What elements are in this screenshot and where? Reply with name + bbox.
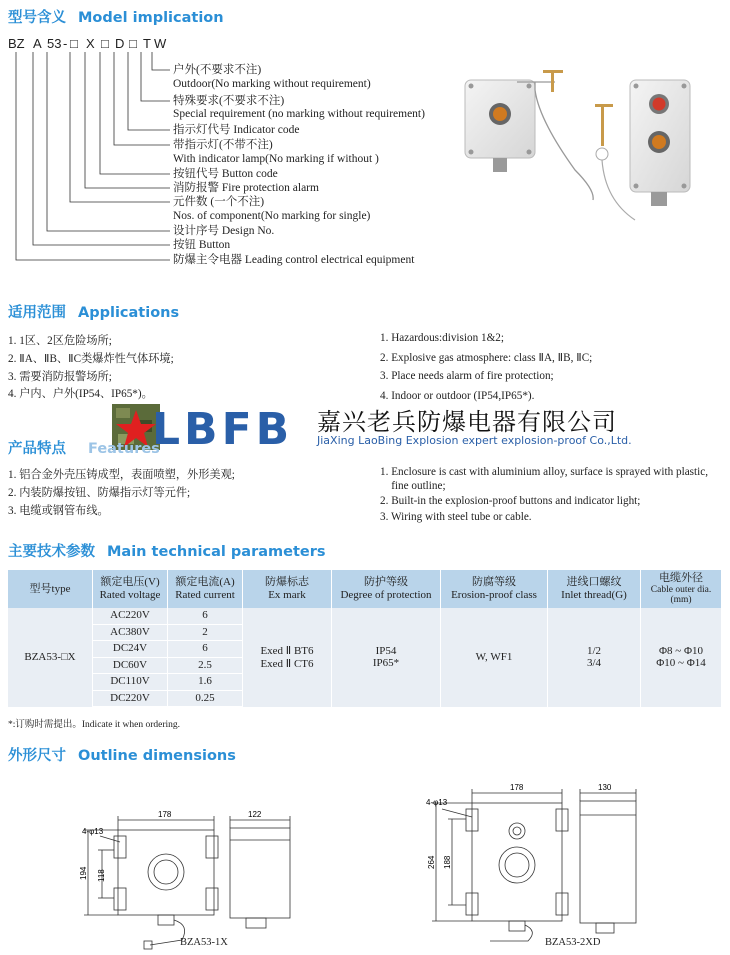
svg-text:178: 178 bbox=[158, 810, 172, 819]
th-protection: 防护等级 Degree of protection bbox=[332, 570, 441, 608]
th-voltage: 额定电压(V) Rated voltage bbox=[93, 570, 168, 608]
company-name-cn: 嘉兴老兵防爆电器有限公司 bbox=[317, 408, 617, 436]
svg-text:178: 178 bbox=[510, 783, 524, 792]
params-note: *:订购时需提出。Indicate it when ordering. bbox=[8, 720, 181, 730]
th-type: 型号type bbox=[8, 570, 93, 608]
svg-text:LBFB: LBFB bbox=[152, 404, 294, 454]
svg-text:4-φ13: 4-φ13 bbox=[82, 827, 104, 836]
table-row: DC60V 2.5 bbox=[8, 657, 722, 674]
th-cable: 电缆外径 Cable outer dia. (mm) bbox=[641, 570, 722, 608]
model-leader-lines bbox=[0, 0, 180, 270]
cell-type: BZA53-□X bbox=[8, 608, 93, 707]
applications-heading: 适用范围 Applications bbox=[8, 305, 180, 321]
features-heading: 产品特点 Features bbox=[8, 441, 160, 457]
svg-text:188: 188 bbox=[443, 855, 452, 869]
svg-text:264: 264 bbox=[427, 855, 436, 869]
svg-text:194: 194 bbox=[79, 866, 88, 880]
th-exmark: 防爆标志 Ex mark bbox=[243, 570, 332, 608]
params-table bbox=[8, 570, 722, 707]
model-heading: 型号含义 Model implication bbox=[8, 10, 224, 26]
outline-heading: 外形尺寸 Outline dimensions bbox=[8, 748, 236, 764]
company-name-en: JiaXing LaoBing Explosion expert explosion-proof Co.,Ltd. bbox=[317, 434, 632, 447]
svg-text:130: 130 bbox=[598, 783, 612, 792]
cell-erosion: W, WF1 bbox=[441, 608, 548, 707]
outline-label-1: BZA53-1X bbox=[180, 937, 228, 948]
th-erosion: 防腐等级 Erosion-proof class bbox=[441, 570, 548, 608]
table-row: BZA53-□X AC220V 6 Exed Ⅱ BT6 Exed Ⅱ CT6 IP54 IP65* W, WF1 1/2 3/4 Φ8 ~ Φ10 Φ10 ~ Φ14 bbox=[8, 608, 722, 624]
cell-exmark: Exed Ⅱ BT6 Exed Ⅱ CT6 bbox=[243, 608, 332, 707]
params-heading: 主要技术参数 Main technical parameters bbox=[8, 544, 326, 560]
svg-text:4-φ13: 4-φ13 bbox=[426, 798, 448, 807]
th-current: 额定电流(A) Rated current bbox=[168, 570, 243, 608]
cell-thread: 1/2 3/4 bbox=[548, 608, 641, 707]
outline-label-2: BZA53-2XD bbox=[545, 937, 601, 948]
product-photo bbox=[455, 60, 725, 240]
table-row: DC220V 0.25 bbox=[8, 690, 722, 707]
table-row: DC24V 6 bbox=[8, 641, 722, 658]
svg-text:122: 122 bbox=[248, 810, 262, 819]
cell-cable: Φ8 ~ Φ10 Φ10 ~ Φ14 bbox=[641, 608, 722, 707]
outline-drawing-2 bbox=[410, 775, 650, 945]
th-thread: 进线口螺纹 Inlet thread(G) bbox=[548, 570, 641, 608]
outline-drawing-1 bbox=[70, 800, 310, 955]
table-row: AC380V 2 bbox=[8, 624, 722, 641]
table-row: DC110V 1.6 bbox=[8, 674, 722, 691]
cell-protection: IP54 IP65* bbox=[332, 608, 441, 707]
svg-text:118: 118 bbox=[97, 869, 106, 882]
